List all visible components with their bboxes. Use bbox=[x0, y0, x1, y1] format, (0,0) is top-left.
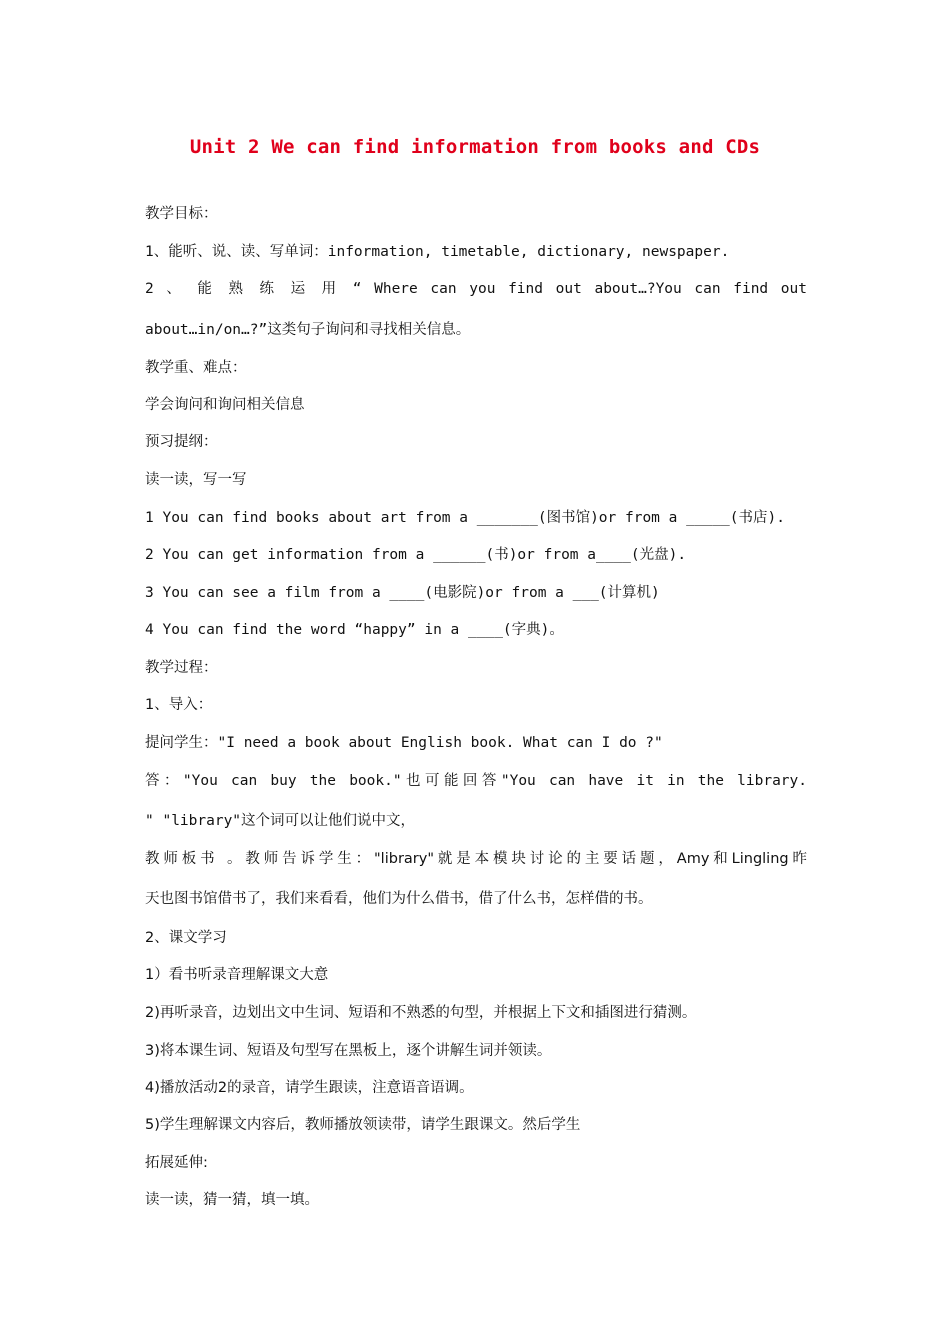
study-step-5: 5)学生理解课文内容后，教师播放领读带，请学生跟课文。然后学生 bbox=[145, 1117, 581, 1133]
section-heading-objectives: 教学目标： bbox=[145, 206, 218, 222]
intro-answer-continued: " "library"这个词可以让他们说中文， bbox=[145, 813, 416, 829]
study-step-3: 3)将本课生词、短语及句型写在黑板上，逐个讲解生词并领读。 bbox=[145, 1043, 552, 1059]
intro-question: 提问学生："I need a book about English book. What can I do ?" bbox=[145, 735, 663, 751]
objective-item-1: 1、能听、说、读、写单词：information, timetable, dictionary, newspaper. bbox=[145, 244, 730, 260]
teacher-board-note-continued: 天也图书馆借书了，我们来看看，他们为什么借书，借了什么书，怎样借的书。 bbox=[145, 891, 653, 907]
exercise-item-1: 1 You can find books about art from a _______(图书馆)or from a _____(书店). bbox=[145, 510, 785, 526]
section-heading-preview: 预习提纲： bbox=[145, 434, 218, 450]
exercise-item-4: 4 You can find the word “happy” in a ____(字典)。 bbox=[145, 622, 564, 638]
objective-item-2-continued: about…in/on…?”这类句子询问和寻找相关信息。 bbox=[145, 322, 471, 338]
section-heading-extension: 拓展延伸: bbox=[145, 1155, 208, 1171]
preview-instruction: 读一读，写一写 bbox=[145, 472, 247, 488]
objective-item-2: 2 、 能 熟 练 运 用 “ Where can you find out about…?You can find out bbox=[145, 281, 807, 297]
section-heading-key-points: 教学重、难点： bbox=[145, 360, 247, 376]
extension-instruction: 读一读，猜一猜，填一填。 bbox=[145, 1192, 319, 1208]
process-step-text-study: 2、课文学习 bbox=[145, 930, 227, 946]
process-step-intro: 1、导入： bbox=[145, 697, 213, 713]
study-step-4: 4)播放活动2的录音，请学生跟读，注意语音语调。 bbox=[145, 1080, 474, 1096]
exercise-item-3: 3 You can see a film from a ____(电影院)or from a ___(计算机) bbox=[145, 585, 660, 601]
study-step-1: 1）看书听录音理解课文大意 bbox=[145, 967, 329, 983]
teacher-board-note: 教师板书 。教师告诉学生："library"就是本模块讨论的主要话题，Amy和Lingling昨 bbox=[145, 851, 807, 867]
study-step-2: 2)再听录音，边划出文中生词、短语和不熟悉的句型，并根据上下文和插图进行猜测。 bbox=[145, 1005, 697, 1021]
key-points-text: 学会询问和询问相关信息 bbox=[145, 397, 305, 413]
exercise-item-2: 2 You can get information from a ______(书)or from a____(光盘). bbox=[145, 547, 687, 563]
document-title: Unit 2 We can find information from books and CDs bbox=[189, 136, 761, 158]
intro-answer: 答："You can buy the book."也可能回答"You can have it in the library. bbox=[145, 773, 807, 789]
section-heading-process: 教学过程： bbox=[145, 660, 218, 676]
